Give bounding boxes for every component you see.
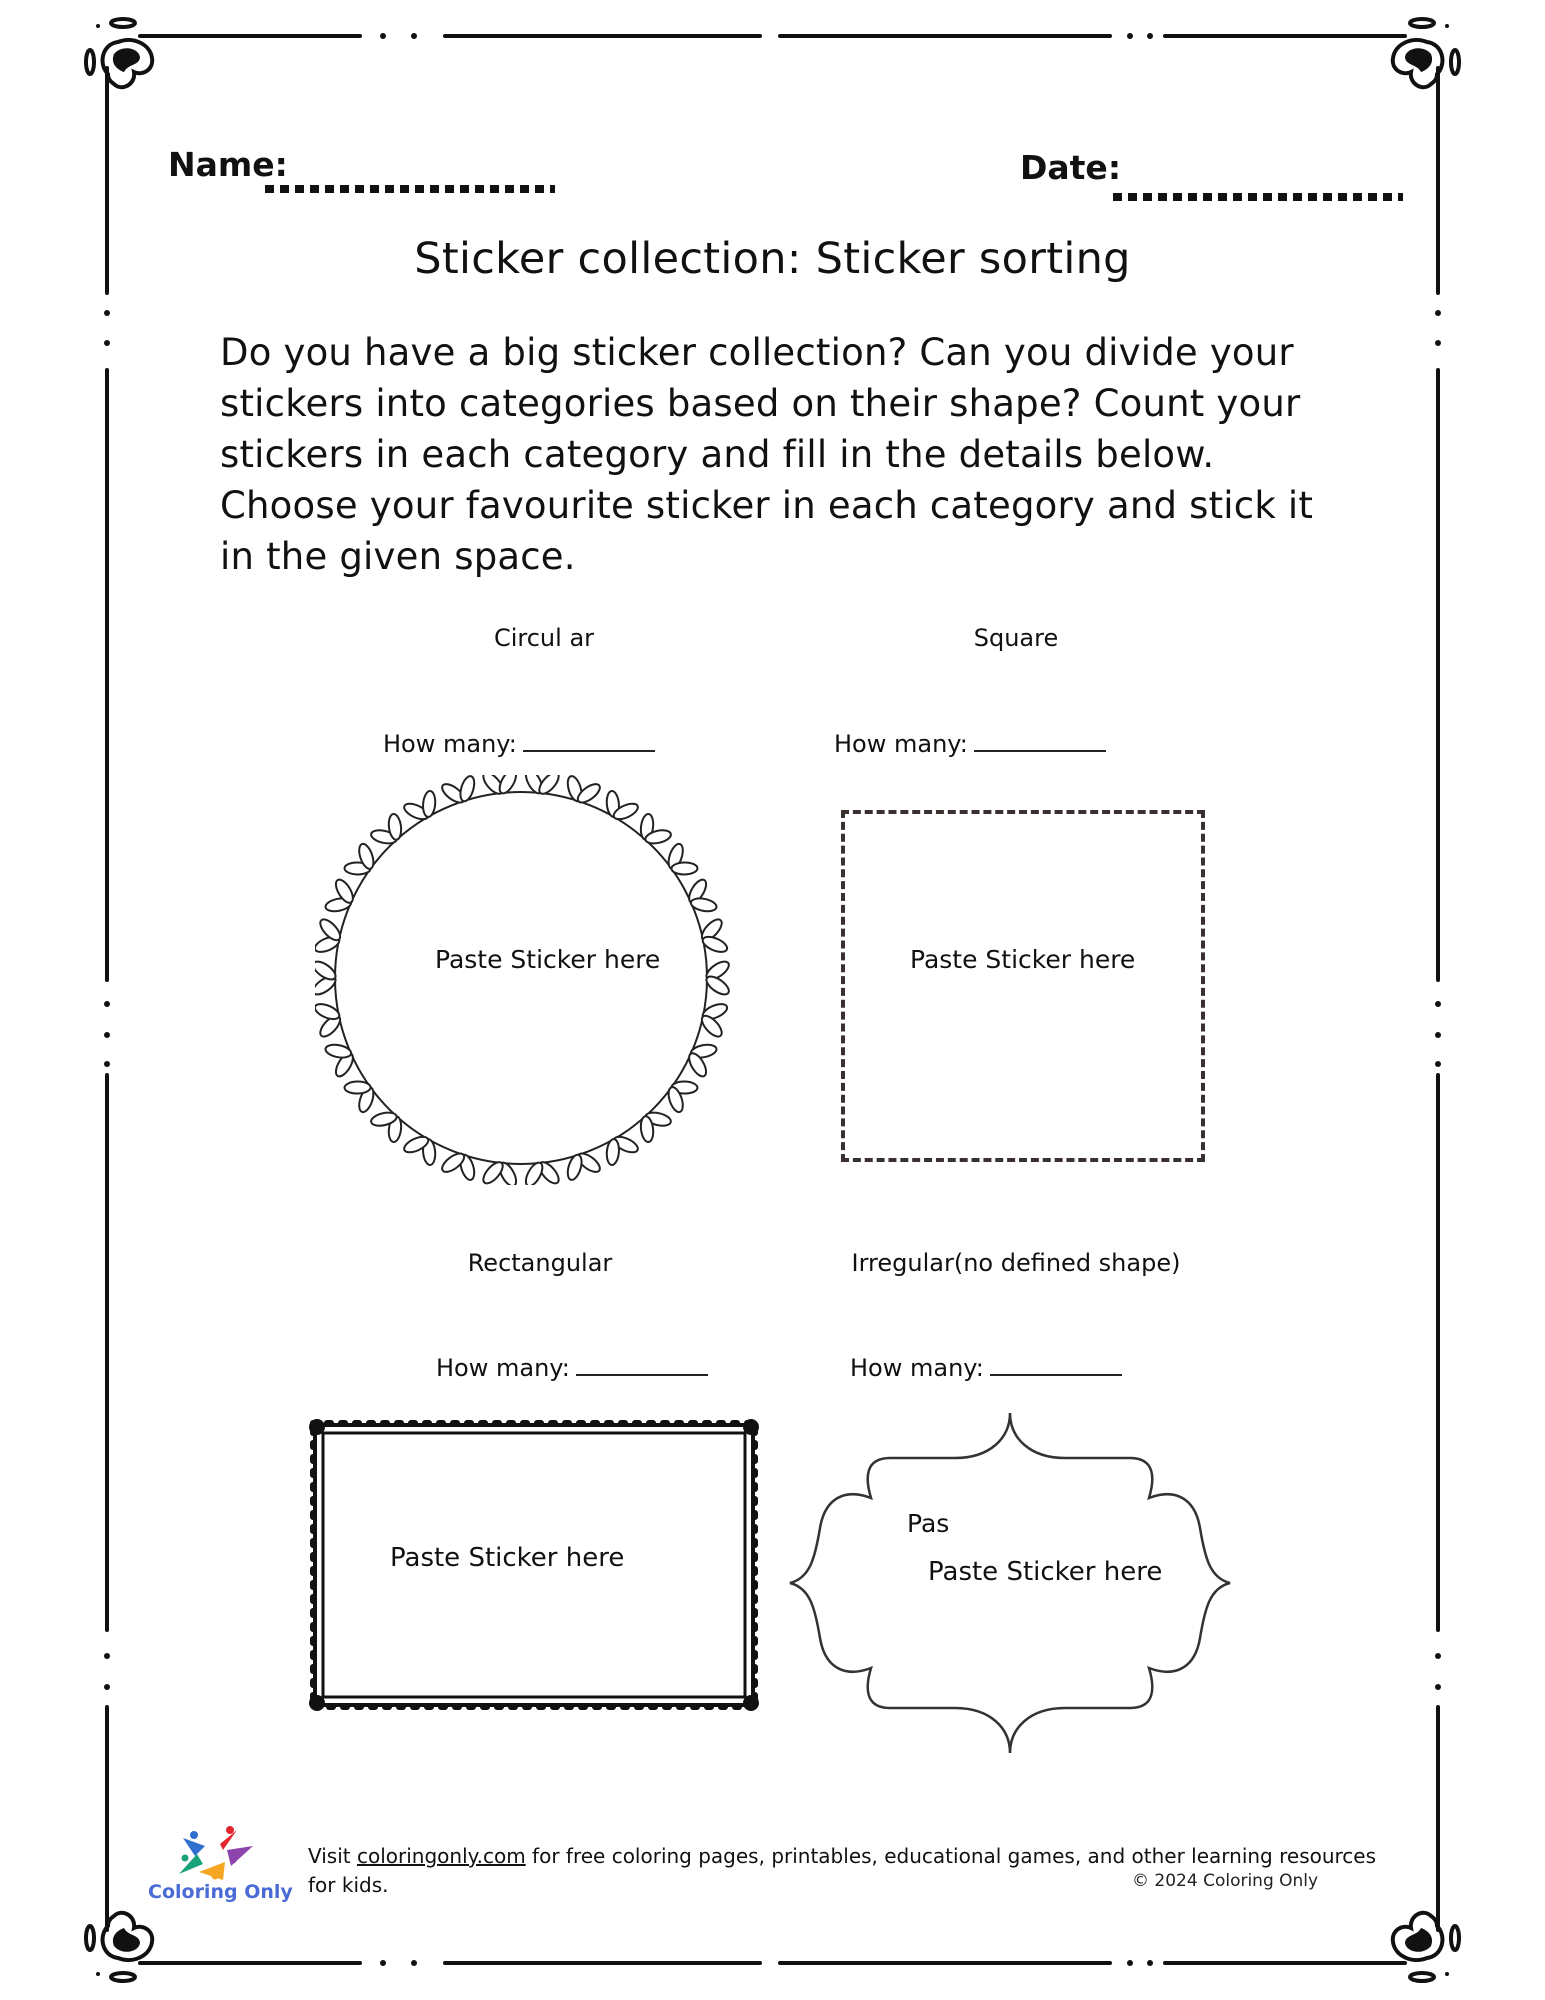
logo-text: Coloring Only xyxy=(148,1881,293,1903)
how-many-irregular xyxy=(850,1352,1122,1382)
corner-flourish-icon xyxy=(78,14,168,94)
how-many-rectangular xyxy=(436,1352,708,1382)
dashed-square-frame xyxy=(841,810,1205,1162)
leaf-wreath-frame xyxy=(315,775,745,1185)
count-blank-rectangular[interactable] xyxy=(576,1352,708,1376)
footer-visit-suffix: for free coloring pages, printables, educational games, and other learning resources for kids. xyxy=(308,1844,1377,1897)
how-many-label: How many: xyxy=(850,1354,984,1382)
how-many-circular xyxy=(383,728,655,758)
count-blank-square[interactable] xyxy=(974,728,1106,752)
how-many-square xyxy=(834,728,1106,758)
page-title: Sticker collection: Sticker sorting xyxy=(414,234,1131,284)
paste-sticker-square: Paste Sticker here xyxy=(910,945,1136,974)
wreath-leaf xyxy=(671,862,697,874)
wreath-leaf xyxy=(344,1081,370,1093)
how-many-label: How many: xyxy=(834,730,968,758)
name-field[interactable] xyxy=(265,185,555,193)
coloring-only-logo-icon xyxy=(175,1822,265,1884)
category-label-square: Square xyxy=(973,624,1059,652)
instructions-text: Do you have a big sticker collection? Can you divide your stickers into categories based on their shape? Count your stickers in each category and fill in the details below. Choose your favourite sticker in each category and stick it in the given space. xyxy=(220,331,1314,578)
coloringonly-link[interactable]: coloringonly.com xyxy=(356,1844,526,1868)
count-blank-circular[interactable] xyxy=(523,728,655,752)
date-label: Date: xyxy=(1020,148,1122,187)
category-label-circular: Circul ar xyxy=(493,624,595,652)
paste-sticker-irregular: Paste Sticker here xyxy=(928,1557,1163,1587)
how-many-label: How many: xyxy=(436,1354,570,1382)
paste-sticker-circular: Paste Sticker here xyxy=(435,945,661,974)
corner-flourish-icon xyxy=(1377,14,1467,94)
corner-flourish-icon xyxy=(78,1906,168,1986)
count-blank-irregular[interactable] xyxy=(990,1352,1122,1376)
copyright-text: © 2024 Coloring Only xyxy=(1132,1871,1319,1891)
name-label: Name: xyxy=(168,145,288,184)
corner-flourish-icon xyxy=(1377,1906,1467,1986)
paste-sticker-rectangular: Paste Sticker here xyxy=(390,1543,625,1573)
category-label-irregular: Irregular(no defined shape) xyxy=(851,1249,1181,1277)
paste-sticker-fragment: Pas xyxy=(907,1509,950,1538)
category-label-rectangular: Rectangular xyxy=(467,1249,613,1277)
footer-visit-prefix: Visit xyxy=(308,1844,357,1868)
how-many-label: How many: xyxy=(383,730,517,758)
date-field[interactable] xyxy=(1113,193,1403,201)
